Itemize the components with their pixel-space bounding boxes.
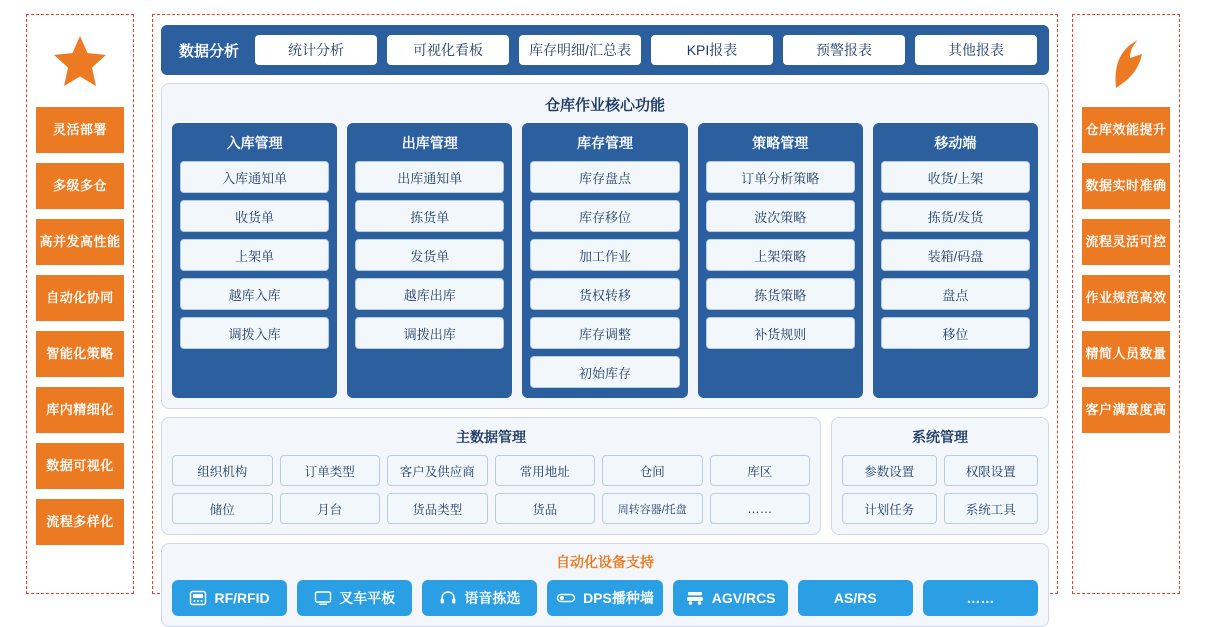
- core-item[interactable]: 货权转移: [530, 278, 679, 310]
- master-data-item[interactable]: 货品: [495, 493, 596, 524]
- system-item[interactable]: 参数设置: [842, 455, 937, 486]
- right-benefit-column: [1072, 14, 1180, 594]
- automation-item-label: RF/RFID: [214, 590, 270, 606]
- automation-item-label: AGV/RCS: [711, 590, 776, 606]
- master-data-item[interactable]: 月台: [280, 493, 381, 524]
- analysis-item[interactable]: 预警报表: [783, 35, 905, 65]
- core-item[interactable]: 波次策略: [706, 200, 855, 232]
- core-column-title: 策略管理: [752, 135, 809, 151]
- master-data-grid: [172, 455, 810, 524]
- core-column-title: 出库管理: [401, 135, 458, 151]
- left-tag: 高并发高性能: [36, 219, 124, 265]
- master-data-item[interactable]: 货品类型: [387, 493, 488, 524]
- analysis-item[interactable]: 统计分析: [255, 35, 377, 65]
- system-item[interactable]: 计划任务: [842, 493, 937, 524]
- core-item[interactable]: 越库入库: [180, 278, 329, 310]
- core-item[interactable]: 收货/上架: [881, 161, 1030, 193]
- data-analysis-bar: [161, 25, 1049, 75]
- automation-item-label: AS/RS: [833, 590, 877, 606]
- core-item[interactable]: 盘点: [881, 278, 1030, 310]
- system-management-panel: [831, 417, 1049, 535]
- core-item[interactable]: 补货规则: [706, 317, 855, 349]
- core-column-inventory: [522, 123, 687, 398]
- core-item[interactable]: 入库通知单: [180, 161, 329, 193]
- automation-row: [172, 580, 1038, 616]
- system-item[interactable]: 权限设置: [944, 455, 1039, 486]
- core-item[interactable]: 上架单: [180, 239, 329, 271]
- star-icon: [27, 15, 133, 107]
- master-and-system-row: [161, 417, 1049, 535]
- automation-item-label: DPS播种墙: [583, 590, 654, 606]
- left-tag: 库内精细化: [36, 387, 124, 433]
- right-tag: 数据实时准确: [1082, 163, 1170, 209]
- automation-item-label: 语音拣选: [464, 590, 521, 606]
- master-data-panel: [161, 417, 821, 535]
- core-item[interactable]: 移位: [881, 317, 1030, 349]
- rf-scanner-icon: [189, 589, 207, 607]
- headset-icon: [439, 589, 457, 607]
- master-data-item[interactable]: 储位: [172, 493, 273, 524]
- automation-title: 自动化设备支持: [556, 554, 654, 570]
- left-tag-list: [27, 107, 133, 545]
- core-column-title: 库存管理: [577, 135, 633, 151]
- left-tag: 灵活部署: [36, 107, 124, 153]
- core-column-mobile: [873, 123, 1038, 398]
- system-management-grid: [842, 455, 1038, 524]
- core-item[interactable]: 订单分析策略: [706, 161, 855, 193]
- right-tag: 仓库效能提升: [1082, 107, 1170, 153]
- core-item[interactable]: 上架策略: [706, 239, 855, 271]
- right-tag: 流程灵活可控: [1082, 219, 1170, 265]
- core-item[interactable]: 库存移位: [530, 200, 679, 232]
- left-tag: 多级多仓: [36, 163, 124, 209]
- right-tag: 精简人员数量: [1082, 331, 1170, 377]
- data-analysis-title: 数据分析: [179, 42, 240, 60]
- system-item[interactable]: 系统工具: [944, 493, 1039, 524]
- automation-item-agv[interactable]: [673, 580, 788, 616]
- core-item[interactable]: 拣货单: [355, 200, 504, 232]
- core-column-outbound: [347, 123, 512, 398]
- right-tag-list: [1073, 107, 1179, 433]
- core-column-inbound: [172, 123, 337, 398]
- master-data-item[interactable]: 仓间: [602, 455, 703, 486]
- right-tag: 作业规范高效: [1082, 275, 1170, 321]
- core-functions-title: 仓库作业核心功能: [544, 97, 665, 114]
- agv-icon: [685, 589, 705, 607]
- core-item[interactable]: 库存调整: [530, 317, 679, 349]
- center-architecture-panel: [152, 14, 1058, 606]
- core-item[interactable]: 越库出库: [355, 278, 504, 310]
- core-item[interactable]: 库存盘点: [530, 161, 679, 193]
- core-item[interactable]: 调拨出库: [355, 317, 504, 349]
- automation-item-asrs[interactable]: [798, 580, 913, 616]
- left-tag: 流程多样化: [36, 499, 124, 545]
- core-item[interactable]: 出库通知单: [355, 161, 504, 193]
- core-item[interactable]: 装箱/码盘: [881, 239, 1030, 271]
- automation-item-dps[interactable]: [547, 580, 662, 616]
- dps-icon: [556, 589, 576, 607]
- analysis-item[interactable]: 库存明细/汇总表: [519, 35, 641, 65]
- automation-item-label: 叉车平板: [339, 590, 396, 606]
- master-data-item[interactable]: ……: [710, 493, 811, 524]
- master-data-item[interactable]: 订单类型: [280, 455, 381, 486]
- left-tag: 自动化协同: [36, 275, 124, 321]
- left-feature-column: [26, 14, 134, 594]
- left-tag: 数据可视化: [36, 443, 124, 489]
- up-arrow-icon: [1073, 15, 1179, 107]
- core-functions-block: [161, 83, 1049, 409]
- automation-item-tablet[interactable]: [297, 580, 412, 616]
- automation-item-more[interactable]: [923, 580, 1038, 616]
- core-item[interactable]: 拣货策略: [706, 278, 855, 310]
- core-column-title: 入库管理: [226, 135, 283, 151]
- analysis-item[interactable]: 其他报表: [915, 35, 1037, 65]
- master-data-item[interactable]: 常用地址: [495, 455, 596, 486]
- core-column-title: 移动端: [934, 135, 977, 151]
- core-item[interactable]: 调拨入库: [180, 317, 329, 349]
- core-item[interactable]: 初始库存: [530, 356, 679, 388]
- core-item[interactable]: 拣货/发货: [881, 200, 1030, 232]
- core-column-strategy: [698, 123, 863, 398]
- right-tag: 客户满意度高: [1082, 387, 1170, 433]
- master-data-item[interactable]: 库区: [710, 455, 811, 486]
- analysis-item[interactable]: KPI报表: [651, 35, 773, 65]
- left-tag: 智能化策略: [36, 331, 124, 377]
- automation-support-block: [161, 543, 1049, 627]
- master-data-item[interactable]: 周转容器/托盘: [602, 493, 703, 524]
- analysis-item[interactable]: 可视化看板: [387, 35, 509, 65]
- master-data-title: 主数据管理: [456, 429, 526, 445]
- system-management-title: 系统管理: [912, 429, 968, 445]
- core-item[interactable]: 发货单: [355, 239, 504, 271]
- core-item[interactable]: 收货单: [180, 200, 329, 232]
- automation-item-voice[interactable]: [422, 580, 537, 616]
- master-data-item[interactable]: 组织机构: [172, 455, 273, 486]
- core-columns: [172, 123, 1038, 398]
- master-data-item[interactable]: 客户及供应商: [387, 455, 488, 486]
- automation-item-rf[interactable]: [172, 580, 287, 616]
- tablet-icon: [314, 589, 332, 607]
- core-item[interactable]: 加工作业: [530, 239, 679, 271]
- automation-item-label: ……: [966, 590, 995, 606]
